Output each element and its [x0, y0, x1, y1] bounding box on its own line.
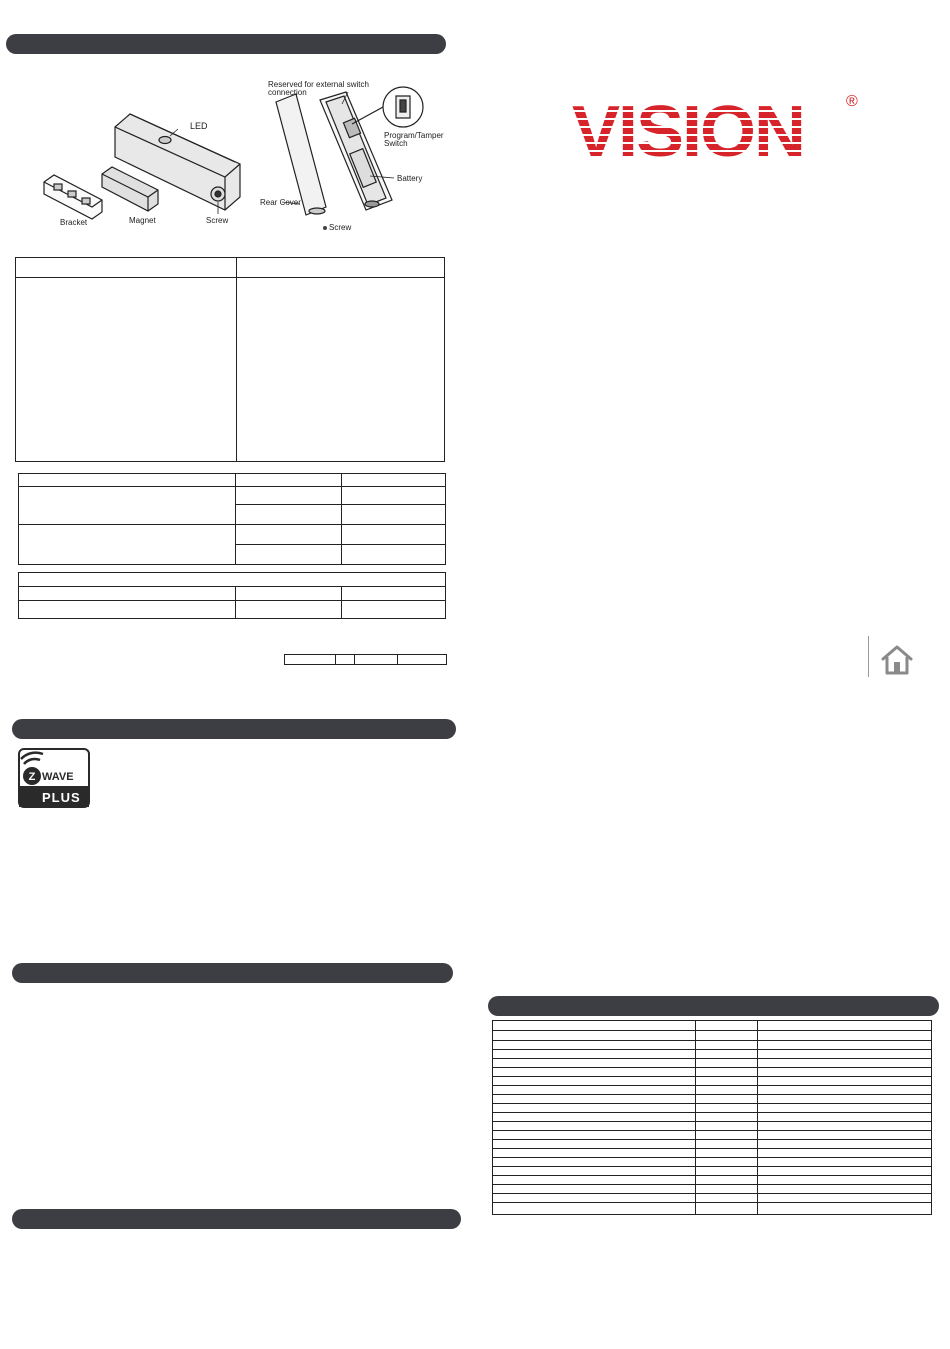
vertical-divider	[868, 636, 869, 677]
section-bar-3	[12, 963, 453, 983]
table-row	[493, 1021, 932, 1031]
zwave-bottom-text: PLUS	[42, 790, 81, 805]
program-label-2: Switch	[384, 139, 408, 148]
section-bar-5	[488, 996, 939, 1016]
table-row	[493, 1113, 932, 1122]
table-row	[493, 1140, 932, 1149]
svg-text:VISION: VISION	[572, 92, 805, 164]
table-row	[493, 1176, 932, 1185]
magnet-label: Magnet	[129, 216, 156, 225]
small-strip-table	[284, 654, 447, 665]
section-bar-1	[6, 34, 446, 54]
screw-bottom-label: Screw	[329, 223, 352, 232]
zwave-plus-logo	[18, 748, 90, 808]
table-row	[493, 1086, 932, 1095]
registered-mark: ®	[846, 93, 858, 110]
spec-table	[15, 257, 445, 462]
table-row	[493, 1068, 932, 1077]
table-row	[493, 1059, 932, 1068]
battery-label: Battery	[397, 174, 423, 183]
bracket-shape	[44, 175, 102, 219]
table-row	[493, 1095, 932, 1104]
tamper-switch-zoom	[352, 87, 423, 127]
parameter-table	[492, 1020, 932, 1215]
svg-text:Z: Z	[28, 771, 36, 783]
rear-cover-shape	[276, 94, 326, 215]
table-row	[493, 1185, 932, 1194]
bracket-label: Bracket	[60, 218, 88, 227]
table-row	[493, 1050, 932, 1059]
table-row	[493, 1122, 932, 1131]
program-label: Program/Tamper	[384, 131, 444, 140]
table-row	[493, 1149, 932, 1158]
section-bar-4	[12, 1209, 461, 1229]
association-table	[18, 572, 446, 619]
led-label: LED	[190, 121, 208, 131]
table-row	[493, 1104, 932, 1113]
table-row	[493, 1194, 932, 1203]
table-row	[493, 1077, 932, 1086]
reserved-label: Reserved for external switch	[268, 80, 369, 89]
screw-label: Screw	[206, 216, 229, 225]
table-row	[493, 1031, 932, 1041]
home-icon	[880, 644, 914, 676]
table-row	[493, 1158, 932, 1167]
table-row	[493, 1041, 932, 1050]
section-bar-2	[12, 719, 456, 739]
open-body-shape	[320, 92, 392, 210]
table-row	[493, 1167, 932, 1176]
vision-logo	[570, 88, 870, 164]
table-row	[493, 1203, 932, 1215]
product-diagram	[30, 72, 450, 242]
zwave-top-text: WAVE	[42, 771, 74, 783]
reserved-label-2: connection	[268, 88, 307, 97]
config-table	[18, 473, 446, 565]
rear-cover-label: Rear Cover	[260, 198, 301, 207]
table-row	[493, 1131, 932, 1140]
